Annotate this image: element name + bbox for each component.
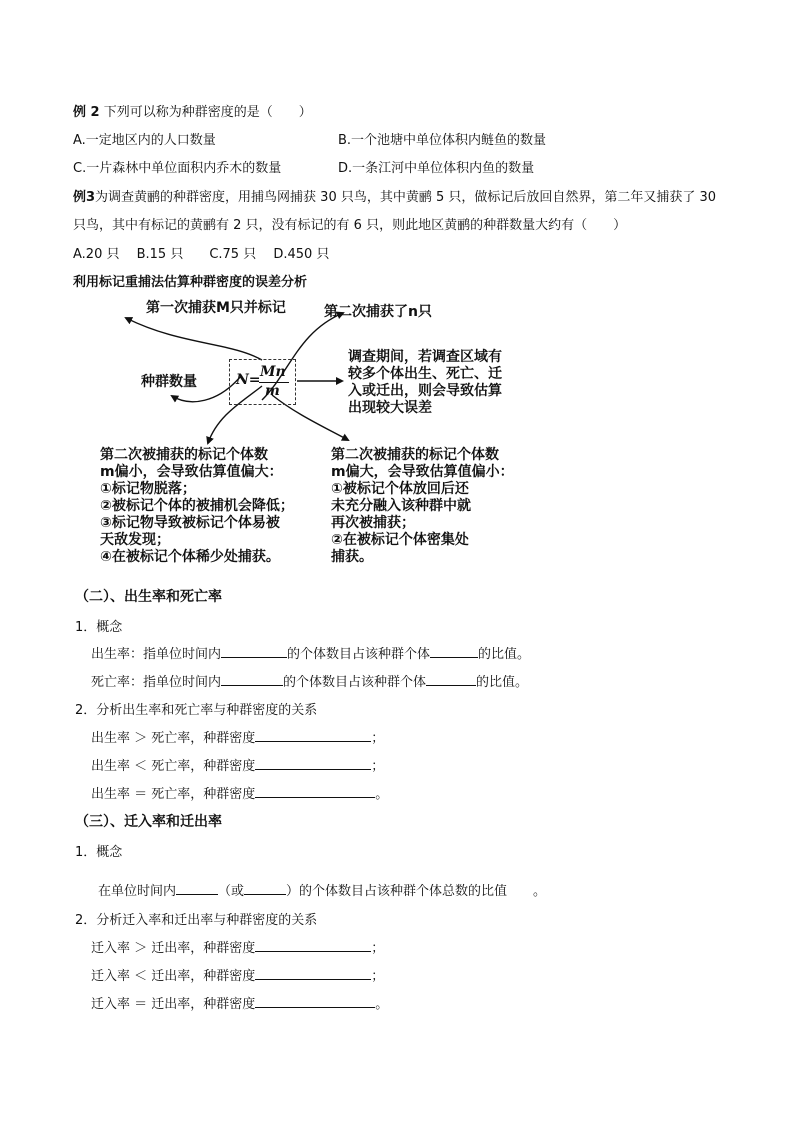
section2-title: （二）、出生率和死亡率 xyxy=(75,589,222,605)
relation-punct: ； xyxy=(371,731,385,746)
note-right-line: 调查期间，若调查区域有 xyxy=(348,349,502,365)
section2-concept-heading: 1．概念 xyxy=(75,620,123,635)
relation-text: 出生率 ＝ 死亡率，种群密度 xyxy=(91,787,256,802)
note-left-line: 第二次被捕获的标记个体数 xyxy=(100,447,268,463)
note-left-line: ③标记物导致被标记个体易被 xyxy=(100,515,280,531)
label-second-capture: 第二次捕获了n只 xyxy=(324,304,432,320)
note-mid-line: m偏大，会导致估算值偏小： xyxy=(331,464,514,480)
note-mid-line: 未充分融入该种群中就 xyxy=(331,498,471,514)
section3-relation-1 xyxy=(91,937,384,956)
section3-concept-heading: 1．概念 xyxy=(75,845,123,860)
note-left-line: ②被标记个体的被捕机会降低； xyxy=(100,498,294,514)
section3-relation-2 xyxy=(91,965,384,984)
note-mid-line: 第二次被捕获的标记个体数 xyxy=(331,447,499,463)
note-left-line: ④在被标记个体稀少处捕获。 xyxy=(100,549,280,565)
section2-relation-heading: 2．分析出生率和死亡率与种群密度的关系 xyxy=(75,703,318,718)
example3-text-1: 为调查黄鹂的种群密度，用捕鸟网捕获 30 只鸟，其中黄鹂 5 只，做标记后放回自然界，第二年又捕获了 30 xyxy=(95,190,717,205)
example2-text: 下列可以称为种群密度的是（ ） xyxy=(103,105,312,120)
section3-relation-heading: 2．分析迁入率和迁出率与种群密度的关系 xyxy=(75,913,318,928)
birth-rate-text-b: 的个体数目占该种群个体 xyxy=(287,647,431,662)
blank-field[interactable] xyxy=(255,965,371,980)
example2-option-d: D.一条江河中单位体积内鱼的数量 xyxy=(338,161,535,176)
blank-field[interactable] xyxy=(255,937,371,952)
blank-field[interactable] xyxy=(426,671,476,686)
migration-definition xyxy=(98,880,546,899)
note-mid xyxy=(331,447,514,566)
relation-punct: ； xyxy=(371,941,385,956)
blank-field[interactable] xyxy=(430,643,478,658)
relation-punct: ； xyxy=(371,759,385,774)
blank-field[interactable] xyxy=(255,993,375,1008)
migration-text-a: 在单位时间内 xyxy=(98,884,177,899)
section2-relation-3 xyxy=(91,783,388,802)
example2-label: 例 2 xyxy=(73,105,100,120)
note-right-line: 出现较大误差 xyxy=(348,400,432,416)
note-left-line: m偏小，会导致估算值偏大： xyxy=(100,464,283,480)
example2-option-b: B.一个池塘中单位体积内鲢鱼的数量 xyxy=(338,133,547,148)
death-rate-definition xyxy=(91,671,528,690)
relation-text: 迁入率 ＜ 迁出率，种群密度 xyxy=(91,969,256,984)
blank-field[interactable] xyxy=(221,643,287,658)
relation-punct: 。 xyxy=(375,787,389,802)
example2-option-a: A.一定地区内的人口数量 xyxy=(73,133,216,148)
relation-text: 出生率 ＞ 死亡率，种群密度 xyxy=(91,731,256,746)
blank-field[interactable] xyxy=(255,727,371,742)
birth-rate-text-a: 出生率：指单位时间内 xyxy=(91,647,222,662)
formula xyxy=(234,364,294,400)
blank-field[interactable] xyxy=(221,671,283,686)
note-mid-line: ①被标记个体放回后还 xyxy=(331,481,469,497)
birth-rate-definition xyxy=(91,643,530,662)
example3-question-line2: 只鸟，其中有标记的黄鹂有 2 只，没有标记的有 6 只，则此地区黄鹂的种群数量大约有（ ） xyxy=(73,218,627,233)
relation-punct: ； xyxy=(371,969,385,984)
blank-field[interactable] xyxy=(255,783,375,798)
death-rate-text-b: 的个体数目占该种群个体 xyxy=(283,675,427,690)
section2-relation-1 xyxy=(91,727,384,746)
example2-option-c: C.一片森林中单位面积内乔木的数量 xyxy=(73,161,282,176)
relation-text: 迁入率 ＞ 迁出率，种群密度 xyxy=(91,941,256,956)
formula-lhs: N= xyxy=(236,372,261,388)
note-left xyxy=(100,447,294,566)
note-right xyxy=(348,349,502,417)
note-right-line: 较多个体出生、死亡、迁 xyxy=(348,366,502,382)
note-right-line: 入或迁出，则会导致估算 xyxy=(348,383,502,399)
analysis-heading: 利用标记重捕法估算种群密度的误差分析 xyxy=(73,275,308,290)
death-rate-text-c: 的比值。 xyxy=(476,675,529,690)
arrow-to-first-capture xyxy=(126,318,262,360)
relation-text: 出生率 ＜ 死亡率，种群密度 xyxy=(91,759,256,774)
formula-denominator: m xyxy=(265,383,280,399)
section2-relation-2 xyxy=(91,755,384,774)
note-mid-line: 再次被捕获； xyxy=(331,515,415,531)
label-population: 种群数量 xyxy=(141,374,197,390)
blank-field[interactable] xyxy=(255,755,371,770)
formula-numerator: Mn xyxy=(260,364,286,380)
blank-field[interactable] xyxy=(244,880,286,895)
relation-text: 迁入率 ＝ 迁出率，种群密度 xyxy=(91,997,256,1012)
migration-text-b: （或 xyxy=(218,884,245,899)
note-mid-line: 捕获。 xyxy=(331,549,373,565)
migration-text-d: 。 xyxy=(533,884,547,899)
birth-rate-text-c: 的比值。 xyxy=(478,647,531,662)
migration-text-c: ）的个体数目占该种群个体总数的比值 xyxy=(286,884,508,899)
blank-field[interactable] xyxy=(176,880,218,895)
note-left-line: 天敌发现； xyxy=(100,532,170,548)
label-first-capture: 第一次捕获M只并标记 xyxy=(146,300,286,316)
section3-title: （三）、迁入率和迁出率 xyxy=(75,814,222,830)
example3-options: A.20 只 B.15 只 C.75 只 D.450 只 xyxy=(73,247,330,262)
section3-relation-3 xyxy=(91,993,388,1012)
death-rate-text-a: 死亡率：指单位时间内 xyxy=(91,675,222,690)
example3-label: 例3 xyxy=(73,190,96,205)
note-left-line: ①标记物脱落； xyxy=(100,481,196,497)
note-mid-line: ②在被标记个体密集处 xyxy=(331,532,469,548)
relation-punct: 。 xyxy=(375,997,389,1012)
